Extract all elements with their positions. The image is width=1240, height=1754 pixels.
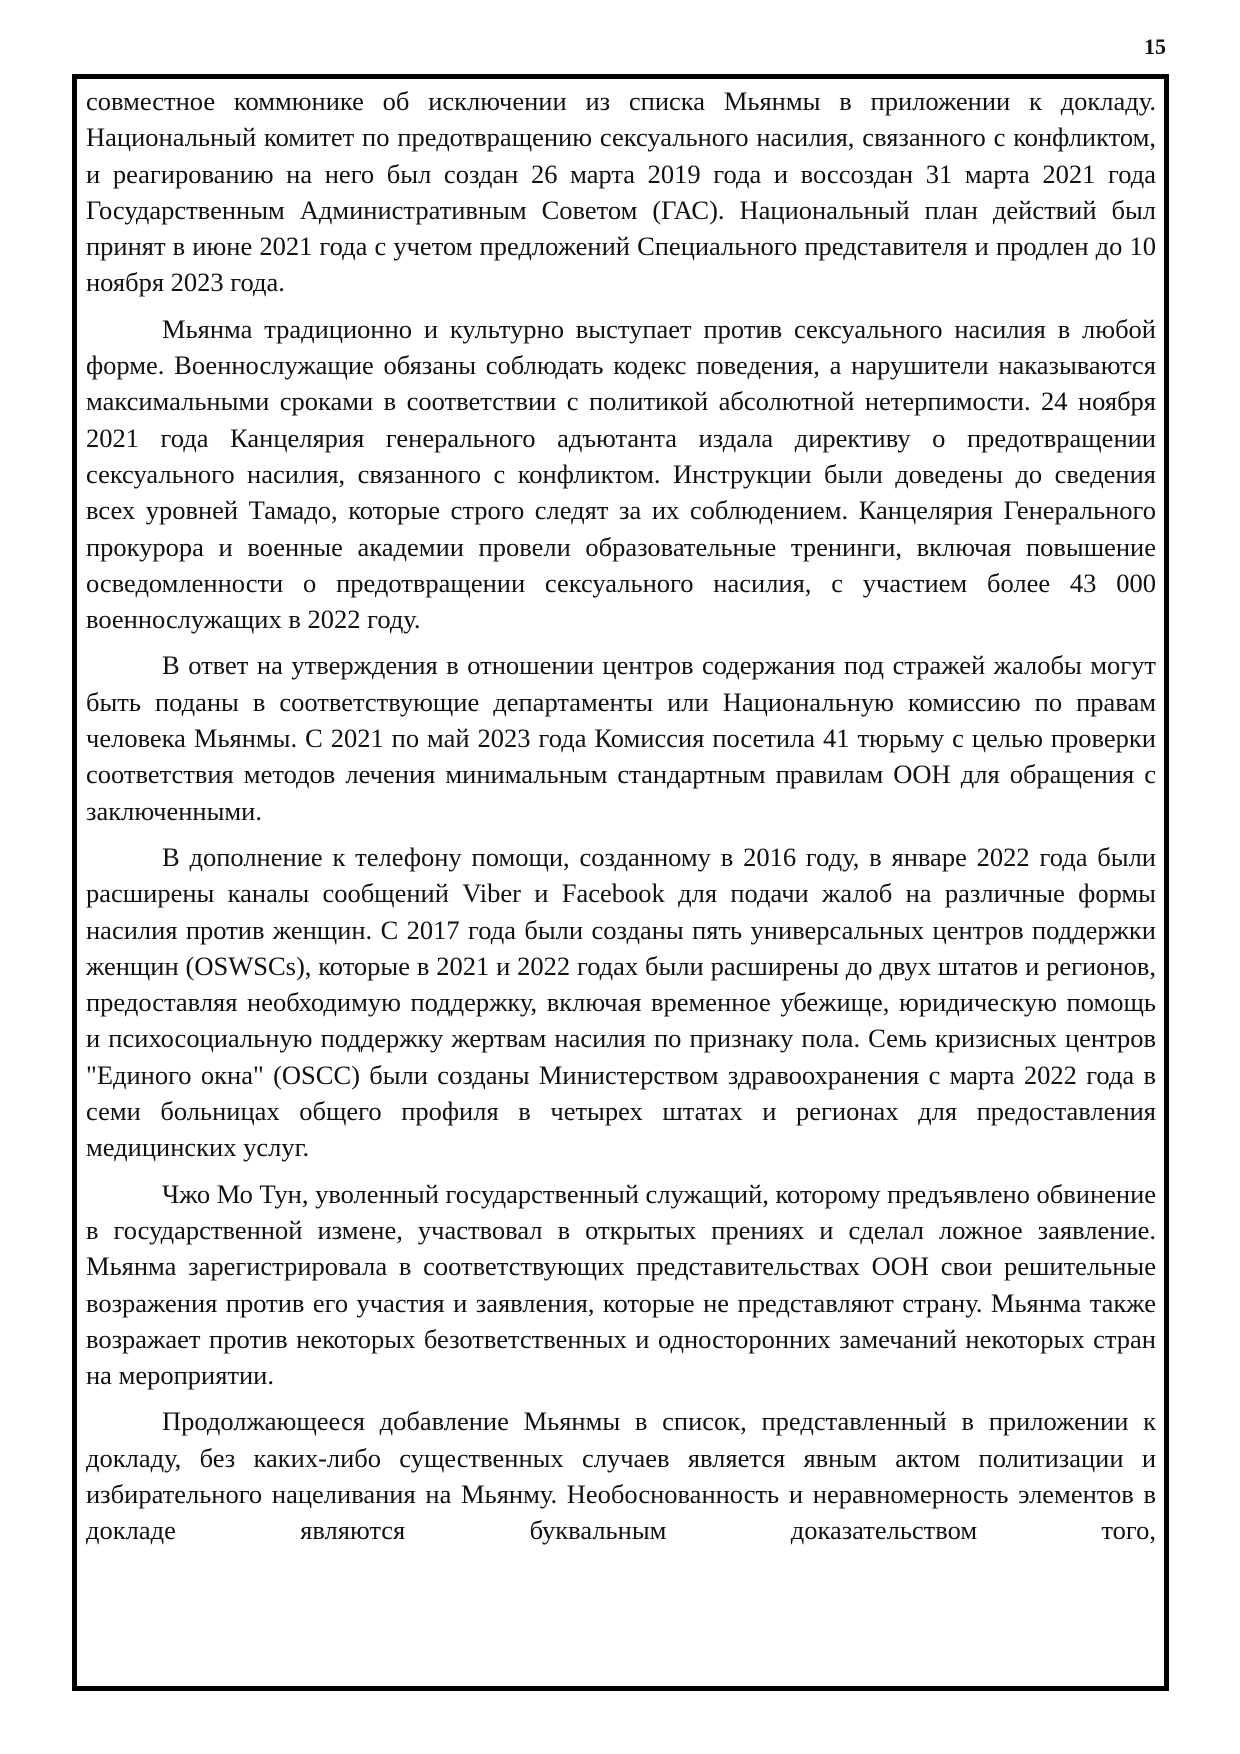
paragraph-6: Продолжающееся добавление Мьянмы в список, представленный в приложении к докладу, без каких-либо существенных случаев является явным актом политизации и избирательного нацеливания на Мьянму. Необоснованность и неравномерность элементов в докладе являются буквальным доказательством того, xyxy=(86,1406,1156,1546)
text-frame xyxy=(72,74,1169,1691)
paragraph-3: В ответ на утверждения в отношении центров содержания под стражей жалобы могут быть поданы в соответствующие департаменты или Национальную комиссию по правам человека Мьянмы. С 2021 по май 2023 года Комиссия посетила 41 тюрьму с целью проверки соответствия методов лечения минимальным стандартным правилам ООН для обращения с заключенными. xyxy=(86,650,1156,826)
paragraph-1: совместное коммюнике об исключении из списка Мьянмы в приложении к докладу. Национальный комитет по предотвращению сексуального насилия, связанного с конфликтом, и реагированию на него был создан 26 марта 2019 года и воссоздан 31 марта 2021 года Государственным Административным Советом (ГАС). Национальный план действий был принят в июне 2021 года с учетом предложений Специального представителя и продлен до 10 ноября 2023 года. xyxy=(86,86,1156,298)
paragraph-2: Мьянма традиционно и культурно выступает против сексуального насилия в любой форме. Военнослужащие обязаны соблюдать кодекс поведения, а нарушители наказываются максимальными сроками в соответствии с политикой абсолютной нетерпимости. 24 ноября 2021 года Канцелярия генерального адъютанта издала директиву о предотвращении сексуального насилия, связанного с конфликтом. Инструкции были доведены до сведения всех уровней Тамадо, которые строго следят за их соблюдением. Канцелярия Генерального прокурора и военные академии провели образовательные тренинги, включая повышение осведомленности о предотвращении сексуального насилия, с участием более 43 000 военнослужащих в 2022 году. xyxy=(86,313,1156,635)
paragraph-5: Чжо Мо Тун, уволенный государственный служащий, которому предъявлено обвинение в государственной измене, участвовал в открытых прениях и сделал ложное заявление. Мьянма зарегистрировала в соответствующих представительствах ООН свои решительные возражения против его участия и заявления, которые не представляют страну. Мьянма также возражает против некоторых безответственных и односторонних замечаний некоторых стран на мероприятии. xyxy=(86,1178,1157,1391)
page-number: 15 xyxy=(1144,34,1166,59)
paragraph-4: В дополнение к телефону помощи, созданному в 2016 году, в январе 2022 года были расширены каналы сообщений Viber и Facebook для подачи жалоб на различные формы насилия против женщин. С 2017 года были созданы пять универсальных центров поддержки женщин (OSWSCs), которые в 2021 и 2022 годах были расширены до двух штатов и регионов, предоставляя необходимую поддержку, включая временное убежище, юридическую помощь и психосоциальную поддержку жертвам насилия по признаку пола. Семь кризисных центров "Единого окна" (OSCC) были созданы Министерством здравоохранения с марта 2022 года в семи больницах общего профиля в четырех штатах и регионах для предоставления медицинских услуг. xyxy=(86,841,1156,1163)
